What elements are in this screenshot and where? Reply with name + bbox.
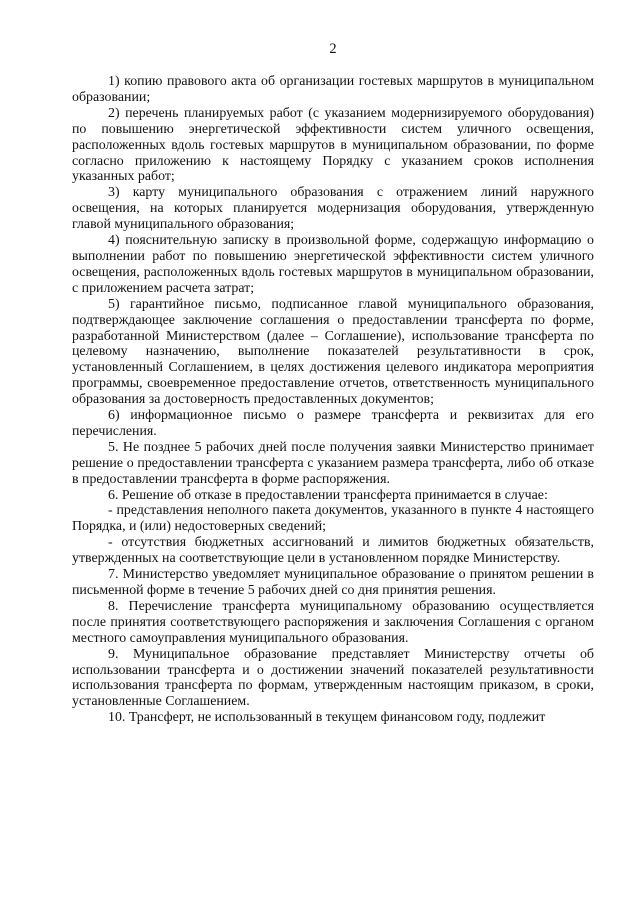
paragraph-item-5: 5) гарантийное письмо, подписанное главой муниципального образования, подтверждающее заключение соглашения о предоставлении трансферта по форме, разработанной Министерством (далее – Соглашение), использование трансферта по целевому назначению, выполнение показателей результативности в срок, установленный Соглашением, в целях достижения целевого индикатора мероприятия программы, своевременное предоставление отчетов, ответственность муниципального образования за достоверность предоставленных документов; (72, 296, 594, 408)
document-page (72, 40, 594, 726)
paragraph-section-7: 7. Министерство уведомляет муниципальное образование о принятом решении в письменной форме в течение 5 рабочих дней со дня принятия решения. (72, 567, 594, 598)
paragraph-section-10: 10. Трансферт, не использованный в текущем финансовом году, подлежит (108, 710, 546, 726)
paragraph-section-9: 9. Муниципальное образование представляет Министерству отчеты об использовании трансферта и о достижении значений показателей результативности использования трансферта по формам, утвержденным настоящим приказом, в сроки, установленные Соглашением. (72, 646, 594, 710)
paragraph-bullet-2: - отсутствия бюджетных ассигнований и лимитов бюджетных обязательств, утвержденных на соответствующие цели в установленном порядке Министерству. (72, 535, 594, 567)
paragraph-item-4: 4) пояснительную записку в произвольной форме, содержащую информацию о выполнении работ по повышению энергетической эффективности систем уличного освещения, расположенных вдоль гостевых маршрутов в муниципальном образовании, с приложением расчета затрат; (72, 233, 594, 296)
paragraph-item-3: 3) карту муниципального образования с отражением линий наружного освещения, на которых планируется модернизация оборудования, утвержденную главой муниципального образования; (72, 185, 594, 233)
paragraph-item-2: 2) перечень планируемых работ (с указанием модернизируемого оборудования) по повышению энергетической эффективности систем уличного освещения, расположенных вдоль гостевых маршрутов в муниципальном образовании, по форме согласно приложению к настоящему Порядку с указанием сроков исполнения указанных работ; (72, 105, 594, 185)
page-number: 2 (329, 41, 337, 57)
paragraph-section-6: 6. Решение об отказе в предоставлении трансферта принимается в случае: (108, 487, 548, 503)
paragraph-item-1: 1) копию правового акта об организации гостевых маршрутов в муниципальном образовании; (72, 74, 594, 105)
paragraph-bullet-1: - представления неполного пакета документов, указанного в пункте 4 настоящего Порядка, и (или) недостоверных сведений; (72, 503, 594, 535)
paragraph-item-6: 6) информационное письмо о размере трансферта и реквизитах для его перечисления. (72, 408, 594, 439)
paragraph-section-5: 5. Не позднее 5 рабочих дней после получения заявки Министерство принимает решение о предоставлении трансферта с указанием размера трансферта, либо об отказе в предоставлении трансферта в форме распоряжения. (72, 439, 594, 487)
paragraph-section-8: 8. Перечисление трансферта муниципальному образованию осуществляется после принятия соответствующего распоряжения и заключения Соглашения с органом местного самоуправления муниципального образования. (72, 598, 594, 646)
